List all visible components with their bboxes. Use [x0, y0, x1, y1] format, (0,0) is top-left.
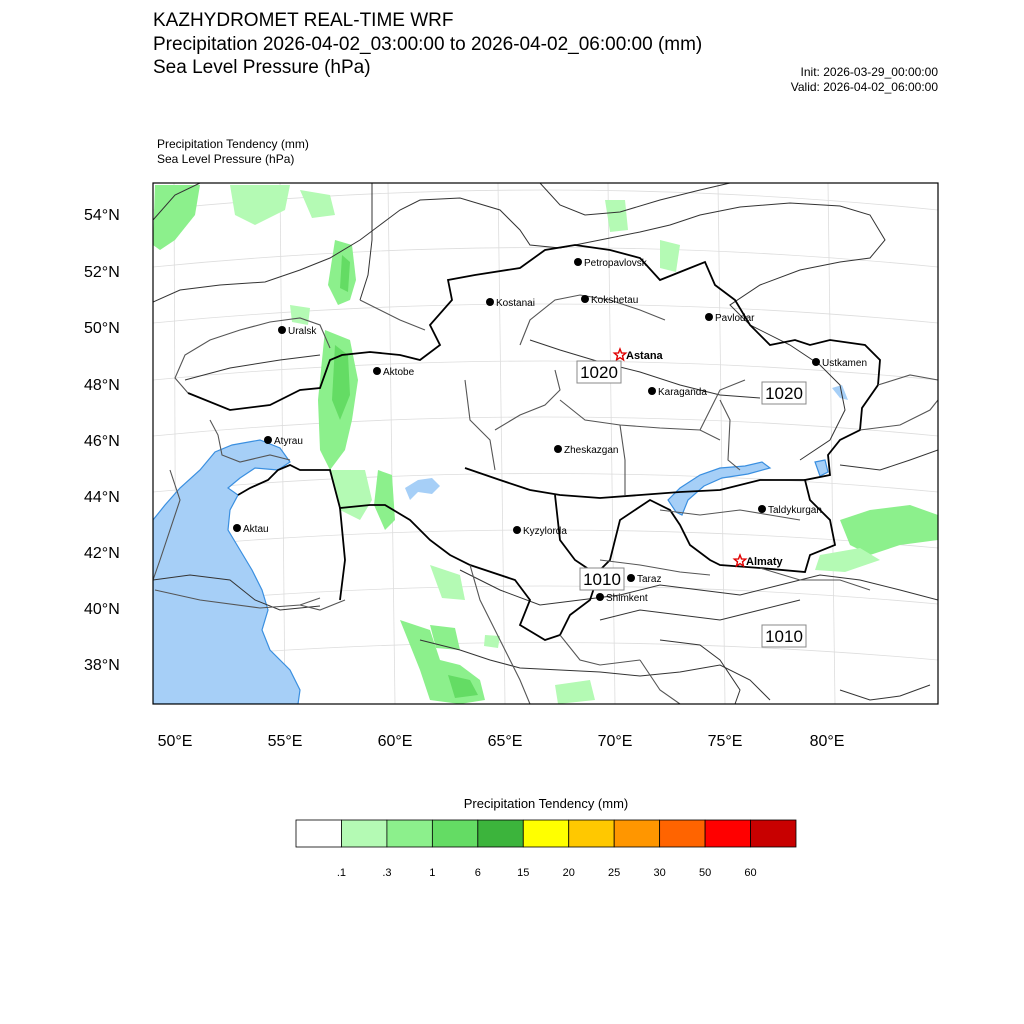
city-dot — [705, 313, 713, 321]
colorbar-label: 30 — [653, 867, 666, 879]
isobar-label: 1010 — [765, 627, 803, 646]
city-label: Uralsk — [288, 326, 317, 337]
lat-label: 52°N — [84, 264, 120, 281]
lon-label: 65°E — [487, 733, 523, 750]
city-label: Zheskazgan — [564, 445, 619, 456]
lon-label: 50°E — [157, 733, 193, 750]
city-label: Astana — [626, 350, 663, 362]
city-label: Kokshetau — [591, 295, 639, 306]
isobar-label: 1010 — [583, 570, 621, 589]
subtitle-slp: Sea Level Pressure (hPa) — [157, 152, 295, 166]
city-label: Pavlodar — [715, 313, 755, 324]
city-dot — [596, 593, 604, 601]
colorbar-swatch — [705, 820, 750, 847]
colorbar — [295, 819, 797, 849]
isobar-label: 1020 — [765, 384, 803, 403]
capital-star-icon — [614, 349, 625, 360]
city-label: Taldykurgan — [768, 505, 822, 516]
colorbar-label: 25 — [608, 867, 621, 879]
city-dot — [627, 574, 635, 582]
colorbar-swatch — [751, 820, 796, 847]
colorbar-swatch — [523, 820, 568, 847]
balkhash-lake — [668, 462, 770, 515]
lon-label: 80°E — [809, 733, 845, 750]
colorbar-label: .3 — [382, 867, 392, 879]
colorbar-label: 20 — [562, 867, 575, 879]
city-dot — [233, 524, 241, 532]
colorbar-label: 15 — [517, 867, 530, 879]
city-label: Aktobe — [383, 367, 415, 378]
colorbar-swatch — [569, 820, 614, 847]
lon-label: 75°E — [707, 733, 743, 750]
isobars — [153, 183, 938, 704]
city-dot — [648, 387, 656, 395]
lat-label: 50°N — [84, 320, 120, 337]
colorbar-title: Precipitation Tendency (mm) — [463, 796, 629, 811]
city-label: Aktau — [243, 524, 269, 535]
subtitle-precip: Precipitation Tendency (mm) — [157, 137, 309, 151]
city-dot — [278, 326, 286, 334]
colorbar-label: 1 — [429, 867, 436, 879]
city-dot — [574, 258, 582, 266]
lat-label: 42°N — [84, 545, 120, 562]
colorbar-swatch — [341, 820, 386, 847]
city-dot — [581, 295, 589, 303]
map-frame — [153, 183, 938, 704]
title-line-2: Precipitation 2026-04-02_03:00:00 to 2026-04-02_06:00:00 (mm) — [153, 34, 703, 55]
valid-time: Valid: 2026-04-02_06:00:00 — [790, 80, 938, 94]
lat-label: 54°N — [84, 207, 120, 224]
city-label: Ustkamen — [822, 358, 868, 369]
city-dot — [486, 298, 494, 306]
city-label: Kostanai — [496, 298, 535, 309]
colorbar-swatch — [296, 820, 341, 847]
city-label: Taraz — [637, 574, 662, 585]
city-label: Petropavlovsk — [584, 258, 647, 269]
lon-label: 55°E — [267, 733, 303, 750]
city-dot — [758, 505, 766, 513]
lat-label: 44°N — [84, 489, 120, 506]
title-line-1: KAZHYDROMET REAL-TIME WRF — [153, 10, 454, 31]
colorbar-swatch — [478, 820, 523, 847]
lat-label: 48°N — [84, 377, 120, 394]
colorbar-swatch — [660, 820, 705, 847]
aral-sea — [405, 478, 440, 500]
city-label: Shimkent — [606, 593, 648, 604]
lat-label: 46°N — [84, 433, 120, 450]
colorbar-label: 60 — [744, 867, 757, 879]
city-dot — [264, 436, 272, 444]
colorbar-label: .1 — [336, 867, 347, 879]
colorbar-label: 50 — [698, 867, 712, 879]
init-time: Init: 2026-03-29_00:00:00 — [800, 65, 938, 79]
city-dot — [373, 367, 381, 375]
city-label: Atyrau — [274, 436, 303, 447]
colorbar-swatch — [614, 820, 659, 847]
city-label: Karaganda — [658, 387, 707, 398]
lat-label: 38°N — [84, 657, 120, 674]
city-dot — [812, 358, 820, 366]
lat-label: 40°N — [84, 601, 120, 618]
city-label: Almaty — [746, 556, 783, 568]
city-dot — [513, 526, 521, 534]
capital-star-icon — [734, 555, 745, 566]
isobar-label: 1020 — [580, 363, 618, 382]
graticule — [153, 183, 938, 704]
city-dot — [554, 445, 562, 453]
city-label: Kyzylorda — [523, 526, 567, 537]
lon-label: 70°E — [597, 733, 633, 750]
colorbar-swatch — [432, 820, 477, 847]
lon-label: 60°E — [377, 733, 413, 750]
colorbar-label: 6 — [474, 867, 481, 879]
water-bodies — [153, 385, 848, 704]
alakol-lake — [815, 460, 828, 476]
title-line-3: Sea Level Pressure (hPa) — [153, 57, 371, 78]
colorbar-swatch — [387, 820, 432, 847]
